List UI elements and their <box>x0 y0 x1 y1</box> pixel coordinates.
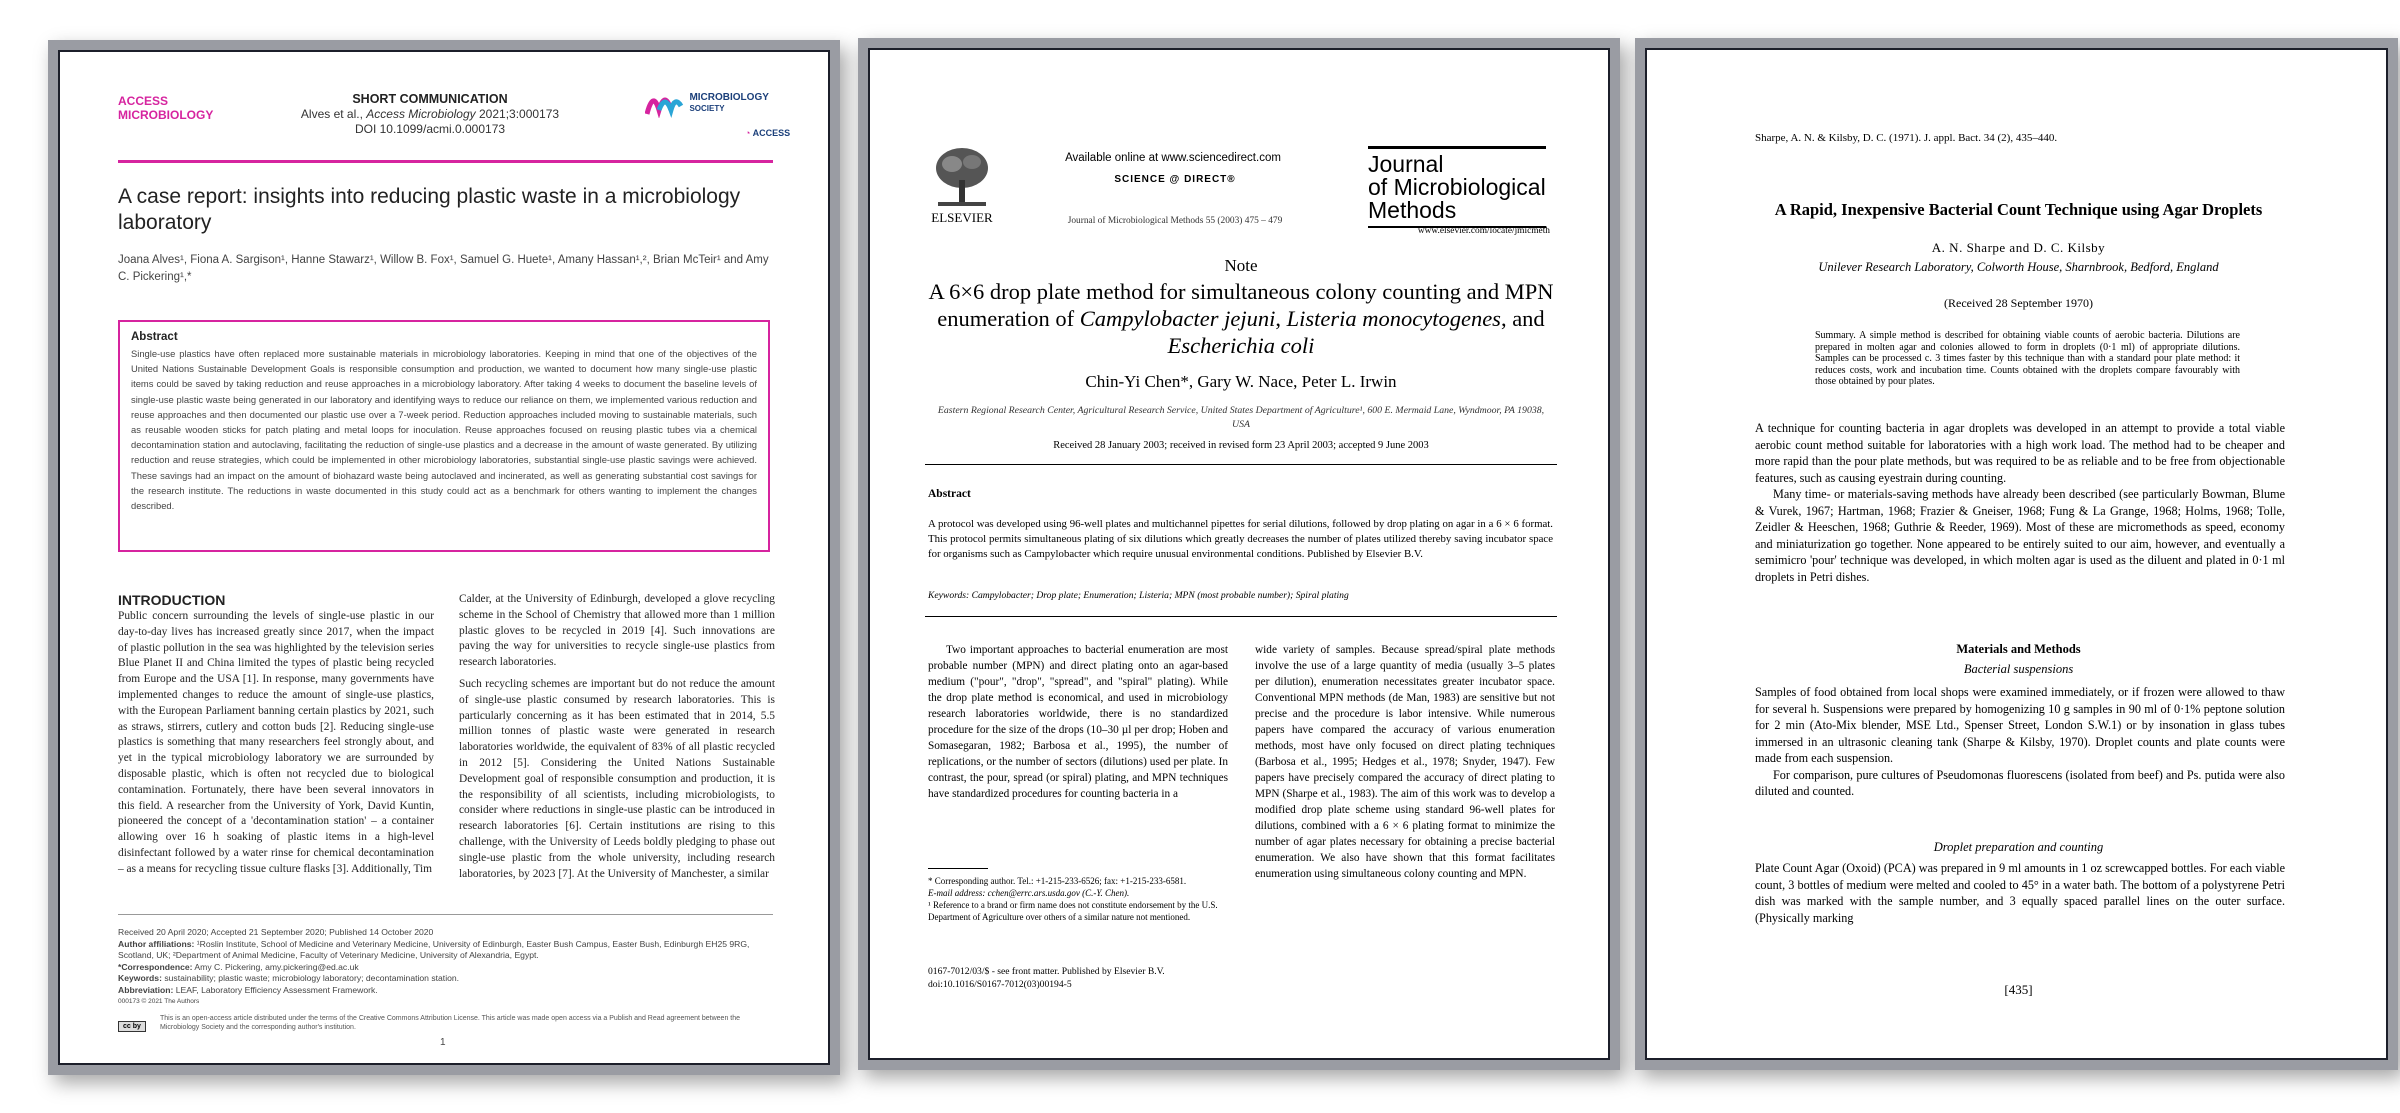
paper-title: A case report: insights into reducing plastic waste in a microbiology laboratory <box>118 185 741 234</box>
article-doi: DOI 10.1099/acmi.0.000173 <box>354 122 506 136</box>
article-citation: Alves et al., Access Microbiology 2021;3:000173 <box>300 107 560 121</box>
journal-url: www.elsevier.com/locate/jmicmeth <box>1417 226 1550 236</box>
open-lock-icon: ◔ <box>745 128 751 138</box>
introduction-heading: INTRODUCTION <box>118 592 226 608</box>
keywords: Keywords: Campylobacter; Drop plate; Enumeration; Listeria; MPN (most probable number); Spiral plating <box>928 590 1349 601</box>
issn-doi: 0167-7012/03/$ - see front matter. Published by Elsevier B.V. doi:10.1016/S0167-7012(03)00194-5 <box>928 966 1165 990</box>
paper-title: A Rapid, Inexpensive Bacterial Count Technique using Agar Droplets <box>1774 200 2263 219</box>
author-list: Joana Alves¹, Fiona A. Sargison¹, Hanne Stawarz¹, Willow B. Fox¹, Samuel G. Huete¹, Amany Hassan¹,², Brian McTeir¹ and Amy C. Pickering¹,* <box>118 254 769 283</box>
sciencedirect-logo: SCIENCE @ DIRECT® <box>1114 174 1236 185</box>
body-column-right: wide variety of samples. Because spread/spiral plate methods involve the use of a large quantity of media (usually 3–5 plates per dilution), enumeration necessitates greater incubator space. Conventional MPN methods (de Man, 1983) are sensitive but not precise and the procedure is labor intensive. While numerous papers have compared the accuracy of various enumeration methods, most have only focused on direct plating techniques (Barbosa et al., 1995; Hedges et al., 1978; Snyder, 1947). Few papers have precisely compared the accuracy of direct plating to MPN (Sharpe et al., 1983). The aim of this work was to develop a modified drop plate scheme using standard 96-well plates for dilutions, combined with a 6 × 6 plating format to minimize the number of agar plates necessary for obtaining a precise bacterial enumeration. We also have shown that this format facilitates enumeration using simultaneous colony counting and MPN. <box>1255 644 1555 880</box>
divider <box>925 616 1557 617</box>
abstract-heading: Abstract <box>928 488 971 500</box>
paper-title: A 6×6 drop plate method for simultaneous colony counting and MPN enumeration of Campylobacter jejuni, Listeria monocytogenes, and Escherichia coli <box>928 279 1554 358</box>
journal-logo: Journal of Microbiological Methods <box>1368 146 1546 228</box>
footnote-rule <box>928 868 988 869</box>
abstract-text: A protocol was developed using 96-well plates and multichannel pipettes for serial dilutions, followed by drop plating on agar in a 6 × 6 format. This protocol permits simultaneous plating of six dilutions which greatly decreases the number of plates utilized thereby saving incubator space for organisms such as Campylobacter which require unusual environmental conditions. Published by Elsevier B.V. <box>928 518 1553 560</box>
introduction-text: A technique for counting bacteria in agar droplets was developed in an attempt to provide a total viable aerobic count method suitable for laboratories with a high work load. The method had to be cheaper and more rapid than the pour plate methods, but was required to be as reliable and to be free from objectionable features, such as causing eyestrain during counting. Many time- or materials-saving methods have already been described (see particularly Bowman, Blume & Vurek, 1967; Hartman, 1968; Frazier & Gneiser, 1968; Fung & La Grange, 1968; Holms, 1968; Tolle, Zeidler & Heeschen, 1968; Guthrie & Reeder, 1969). Most of these are micromethods as speed, economy and miniaturization go together. None appeared to be entirely suited to our aim, however, and eventually a semimicro 'pour' technique was developed, in which molten agar is used as the diluent and plated in 0·1 ml droplets in Petri dishes. <box>1755 421 2285 584</box>
journal-citation: Sharpe, A. N. & Kilsby, D. C. (1971). J. appl. Bact. 34 (2), 435–440. <box>1755 132 2058 144</box>
subheading-bacterial-suspensions: Bacterial suspensions <box>1963 662 2074 676</box>
subheading-droplet-preparation: Droplet preparation and counting <box>1933 840 2104 854</box>
body-column-left: Two important approaches to bacterial enumeration are most probable number (MPN) and direct plating onto an agar-based medium ("pour", "drop", "spread", and "spiral" plating). While the drop plate method is economical, and used in microbiology research laboratories worldwide, there is no standardized procedure for the size of the drops (10–30 µl per drop; Hoben and Somasegaran, 1982; Barbosa et al., 1995), the number of replications, or the number of sectors (dilutions) used per plate. In contrast, the pour, spread (or spiral) plating, and MPN techniques have standardized procedures for counting bacteria in a <box>928 644 1228 800</box>
abstract-box <box>118 320 770 552</box>
access-microbiology-logo: ACCESS MICROBIOLOGY <box>118 94 214 122</box>
droplet-method-text: Plate Count Agar (Oxoid) (PCA) was prepared in 9 ml amounts in 1 oz screwcapped bottles. For each viable count, 3 bottles of medium were melted and cooled to 45° in a water bath. The bottom of a polystyrene Petri dish was marked with the sample number, and 3 equally spaced parallel lines on the outer surface. (Physically marking <box>1755 861 2285 925</box>
microbiology-society-logo: MICROBIOLOGY SOCIETY ◔ ACCESS <box>645 88 795 138</box>
article-type: Note <box>1224 256 1258 275</box>
page-number: 1 <box>440 1037 446 1048</box>
materials-methods-heading: Materials and Methods <box>1956 642 2081 656</box>
abstract-heading: Abstract <box>131 331 178 343</box>
elsevier-logo: ELSEVIER <box>922 146 1002 225</box>
summary-text: Summary. A simple method is described for obtaining viable counts of aerobic bacteria. Dilutions are prepared in molten agar and colonies allowed to form in droplets (0·1 ml) of appropriate dilutions. Samples can be processed c. 3 times faster by this technique than with a standard pour plate method: it reduces costs, work and incubation time. Counts obtained with the droplets compare favourably with those obtained by pour plates. <box>1815 330 2240 387</box>
author-list: A. N. Sharpe and D. C. Kilsby <box>1931 240 2106 255</box>
paper-page-1 <box>58 50 830 1065</box>
elsevier-tree-icon <box>930 146 994 208</box>
author-affiliation: Eastern Regional Research Center, Agricultural Research Service, United States Department of Agriculture¹, 600 E. Mermaid Lane, Wyndmoor, PA 19038, USA <box>937 405 1545 430</box>
footer-rule <box>118 914 773 915</box>
divider <box>925 464 1557 465</box>
page-number: [435] <box>2004 982 2033 997</box>
society-logo-icon <box>645 88 685 118</box>
sciencedirect-availability: Available online at www.sciencedirect.com <box>1065 152 1281 164</box>
received-dates: Received 28 January 2003; received in revised form 23 April 2003; accepted 9 June 2003 <box>1053 440 1429 451</box>
header-rule <box>118 160 773 163</box>
license-text: This is an open-access article distributed under the terms of the Creative Commons Attribution License. This article was made open access via a Publish and Read agreement between the Microbiology Society and the corresponding author's institution. <box>160 1015 741 1031</box>
body-column-left: Public concern surrounding the levels of single-use plastic in our day-to-day lives has increased greatly since 2017, when the impact of plastic pollution in the sea was highlighted by the television series Blue Planet II and China limited the types of plastic being recycled from Europe and the USA [1]. In response, many governments have implemented changes to reduce the amount of single-use plastics, with the European Parliament banning certain plastics by 2021, such as straws, stirrers, cutlery and cotton buds [2]. Reducing single-use plastics is something that many researchers feel strongly about, and yet in the typical microbiology laboratory we are surrounded by disposable plastic, which is often not recycled due to biological contamination. Fortunately, there have been several innovators in this field. A researcher from the University of York, David Kuntin, pioneered the concept of a 'decontamination station' – a container allowing over 16 h soaking of plastic items in a high-level disinfectant followed by a water rinse for chemical decontamination – as a means for recycling tissue culture flasks [3]. Additionally, Tim <box>118 610 434 875</box>
open-access-logo: ◔ ACCESS <box>745 128 791 138</box>
footnotes: * Corresponding author. Tel.: +1-215-233-6526; fax: +1-215-233-6581. E-mail address: cchen@errc.ars.usda.gov (C.-Y. Chen). ¹ Reference to a brand or firm name does not constitute endorsement by the U.S. Department of Agriculture over others of a similar nature not mentioned. <box>928 876 1218 922</box>
paper-page-3 <box>1645 48 2388 1060</box>
author-affiliation: Unilever Research Laboratory, Colworth House, Sharnbrook, Bedford, England <box>1818 260 2219 274</box>
received-date: (Received 28 September 1970) <box>1944 296 2093 310</box>
creative-commons-badge: cc by <box>118 1015 146 1033</box>
paper-page-2 <box>868 48 1610 1060</box>
abstract-text: Single-use plastics have often replaced more sustainable materials in microbiology laboratories. Keeping in mind that one of the objectives of the United Nations Sustainable Development Goals is responsible consumption and production, we wanted to document how many single-use plastic items could be saved by taking reduction and reuse approaches in a microbiology laboratory. After taking 4 weeks to document the baseline levels of single-use plastic waste being generated in our laboratory and identifying ways to reduce our reliance on them, we implemented various reduction and reuse approaches and then documented our plastic use over a 7-week period. Reduction approaches included moving to sustainable materials, such as reusable wooden sticks for patch plating and metal loops for inoculation. Reuse approaches focused on reusing plastic tubes via a chemical decontamination station and autoclaving, facilitating the reduction of single-use plastics and a decrease in the amount of waste generated. By utilizing reduction and reuse strategies, which could be implemented in other microbiology laboratories, substantial single-use plastic savings were achieved. These savings had an impact on the amount of biohazard waste being autoclaved and incinerated, as well as generating substantial cost savings for the research institute. The reductions in waste documented in this study could act as a benchmark for others wanting to implement the changes described. <box>131 348 757 512</box>
article-footnotes: Received 20 April 2020; Accepted 21 September 2020; Published 14 October 2020 Author affiliations: ¹Roslin Institute, School of Medicine and Veterinary Medicine, University of Edinburgh, Easter Bush Campus, Easter Bush, Edinburgh EH25 9RG, Scotland, UK; ²Department of Animal Medicine, Faculty of Veterinary Medicine, University of Alexandria, Egypt. *Correspondence: Amy C. Pickering, amy.pickering@ed.ac.uk Keywords: sustainability; plastic waste; microbiology laboratory; decontamination station. Abbreviation: LEAF, Laboratory Efficiency Assessment Framework. 000173 © 2021 The Authors <box>118 927 750 1005</box>
body-column-right: Calder, at the University of Edinburgh, developed a glove recycling scheme in the School of Chemistry that allowed more than 1 million plastic gloves to be recycled in 2019 [4]. Such innovations are paving the way for universities to recycle single-use plastics from research laboratories. Such recycling schemes are important but do not reduce the amount of single-use plastic consumed by research laboratories. This is particularly concerning as it has been estimated that in 2014, 5.5 million tonnes of plastic waste were generated in research laboratories worldwide, the equivalent of 83% of all plastic recycled in 2012 [5]. Considering the United Nations Sustainable Development goal of responsible consumption and production, it is the responsibility of all scientists, including microbiologists, to consider where reductions in single-use plastic can be introduced in research laboratories [6]. Certain institutions are rising to this challenge, with the University of Leeds boldly pledging to phase out single-use plastic from the whole university, including research laboratories, by 2023 [7]. At the University of Manchester, a similar <box>459 593 775 880</box>
article-header <box>280 92 580 137</box>
methods-text: Samples of food obtained from local shops were examined immediately, or if frozen were allowed to thaw for several h. Suspensions were prepared by homogenizing 10 g samples in 90 ml of 0·1% peptone solution for 2 min (Ato-Mix blender, MSE Ltd., Spenser Street, London S.W.1) or by insonation in glass tubes immersed in an ultrasonic cleaning tank (Sharpe & Kilsby, 1970). Droplet counts and plate counts were made from each suspension. For comparison, pure cultures of Pseudomonas fluorescens (isolated from beef) and Ps. putida were also diluted and counted. <box>1755 685 2285 798</box>
author-list: Chin-Yi Chen*, Gary W. Nace, Peter L. Irwin <box>1085 372 1397 391</box>
journal-citation: Journal of Microbiological Methods 55 (2003) 475 – 479 <box>1067 216 1283 226</box>
article-type: SHORT COMMUNICATION <box>352 92 508 106</box>
